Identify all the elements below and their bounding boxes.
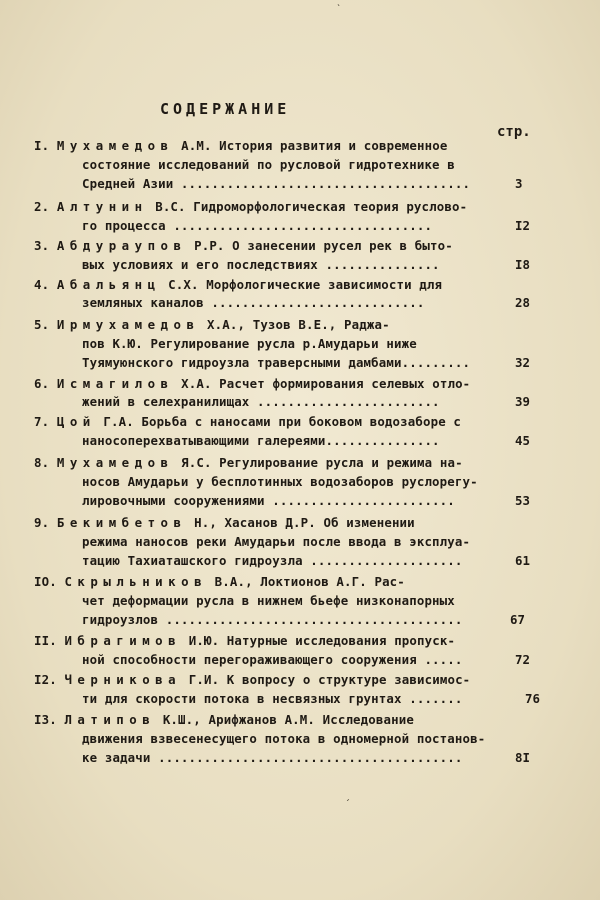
page-title: СОДЕРЖАНИЕ	[160, 100, 291, 118]
entry-author: Алтунин	[56, 199, 148, 214]
entry-line: движения взвесенесущего потока в одномерной постанов-	[82, 731, 486, 746]
entry-page: I8	[515, 257, 530, 272]
toc-entry-heading	[34, 276, 442, 294]
entry-author: Абдураупов	[56, 238, 187, 253]
entry-number: 6.	[34, 376, 50, 391]
entry-title: В.А., Локтионов А.Г. Рас-	[214, 574, 405, 589]
entry-number: 3.	[34, 238, 50, 253]
entry-title: Х.А., Тузов В.Е., Раджа-	[207, 317, 390, 332]
entry-line: ке задачи ........................................	[82, 750, 463, 765]
entry-number: 8.	[34, 455, 50, 470]
entry-line: ной способности перегораживающего сооружения .....	[82, 652, 463, 667]
entry-number: 9.	[34, 515, 50, 530]
entry-title: Х.А. Расчет формирования селевых отло-	[181, 376, 471, 391]
entry-number: 5.	[34, 317, 50, 332]
entry-page: 8I	[515, 750, 530, 765]
entry-author: Мухамедов	[56, 138, 174, 153]
entry-page: 76	[525, 691, 540, 706]
entry-line: режима наносов реки Амударьи после ввода в эксплуа-	[82, 534, 471, 549]
entry-page: 32	[515, 355, 530, 370]
entry-line: Средней Азии ......................................	[82, 176, 471, 191]
entry-title: С.Х. Морфологические зависимости для	[168, 277, 443, 292]
entry-number: 2.	[34, 199, 50, 214]
entry-line: чет деформации русла в нижнем бьефе низконапорных	[82, 593, 455, 608]
entry-line: вых условиях и его последствиях ...............	[82, 257, 440, 272]
toc-entry-heading	[34, 198, 467, 216]
entry-number: I3.	[34, 712, 57, 727]
toc-entry-heading	[34, 454, 463, 472]
entry-number: I2.	[34, 672, 57, 687]
scan-mark: ˋ	[336, 4, 343, 15]
entry-author: Скрыльников	[64, 574, 208, 589]
entry-page: 72	[515, 652, 530, 667]
entry-page: 45	[515, 433, 530, 448]
entry-title: Г.А. Борьба с наносами при боковом водозаборе с	[103, 414, 462, 429]
entry-title: А.М. История развития и современное	[181, 138, 448, 153]
entry-page: 28	[515, 295, 530, 310]
entry-author: Исмагилов	[56, 376, 174, 391]
scan-mark: ˏ	[345, 790, 352, 801]
entry-title: К.Ш., Арифжанов А.М. Исследование	[162, 712, 414, 727]
entry-line: состояние исследований по русловой гидротехнике в	[82, 157, 455, 172]
entry-number: II.	[34, 633, 57, 648]
entry-line: го процесса ..................................	[82, 218, 433, 233]
toc-entry-heading	[34, 632, 455, 650]
entry-title: В.С. Гидроморфологическая теория руслово-	[155, 199, 468, 214]
entry-number: I.	[34, 138, 50, 153]
entry-number: 4.	[34, 277, 50, 292]
entry-title: Я.С. Регулирование русла и режима на-	[181, 455, 463, 470]
toc-entry-heading	[34, 137, 447, 155]
entry-author: Мухамедов	[56, 455, 174, 470]
entry-author: Бекимбетов	[56, 515, 187, 530]
entry-author: Цой	[56, 414, 96, 429]
entry-line: тацию Тахиаташского гидроузла ....................	[82, 553, 463, 568]
entry-number: 7.	[34, 414, 50, 429]
entry-page: I2	[515, 218, 530, 233]
entry-page: 67	[510, 612, 525, 627]
entry-title: Г.И. К вопросу о структуре зависимос-	[188, 672, 471, 687]
entry-line: земляных каналов ............................	[82, 295, 425, 310]
entry-page: 39	[515, 394, 530, 409]
entry-line: наносоперехватывающими галереями...............	[82, 433, 440, 448]
entry-title: Р.Р. О занесении русел рек в быто-	[194, 238, 453, 253]
entry-page: 3	[515, 176, 523, 191]
toc-entry-heading	[34, 375, 470, 393]
entry-line: жений в селехранилищах ........................	[82, 394, 440, 409]
entry-author: Латипов	[64, 712, 156, 727]
entry-line: пов К.Ю. Регулирование русла р.Амударьи ниже	[82, 336, 417, 351]
entry-line: лировочными сооружениями ........................	[82, 493, 455, 508]
entry-line: Туямуюнского гидроузла траверсными дамбами.........	[82, 355, 471, 370]
entry-title: Н., Хасанов Д.Р. Об изменении	[194, 515, 415, 530]
page-column-label: стр.	[497, 124, 531, 140]
toc-entry-heading	[34, 573, 405, 591]
entry-author: Абальянц	[56, 277, 161, 292]
toc-entry-heading	[34, 316, 390, 334]
entry-author: Черникова	[64, 672, 182, 687]
toc-entry-heading	[34, 237, 453, 255]
toc-entry-heading	[34, 514, 415, 532]
entry-page: 61	[515, 553, 530, 568]
entry-number: IO.	[34, 574, 57, 589]
entry-line: гидроузлов .......................................	[82, 612, 463, 627]
toc-entry-heading	[34, 671, 470, 689]
entry-line: носов Амударьи у бесплотинных водозаборов руслорегу-	[82, 474, 478, 489]
toc-entry-heading	[34, 711, 414, 729]
entry-line: ти для скорости потока в несвязных грунтах .......	[82, 691, 463, 706]
toc-entry-heading	[34, 413, 461, 431]
entry-page: 53	[515, 493, 530, 508]
entry-author: Ибрагимов	[64, 633, 182, 648]
entry-author: Ирмухамедов	[56, 317, 200, 332]
entry-title: И.Ю. Натурные исследования пропуск-	[188, 633, 456, 648]
